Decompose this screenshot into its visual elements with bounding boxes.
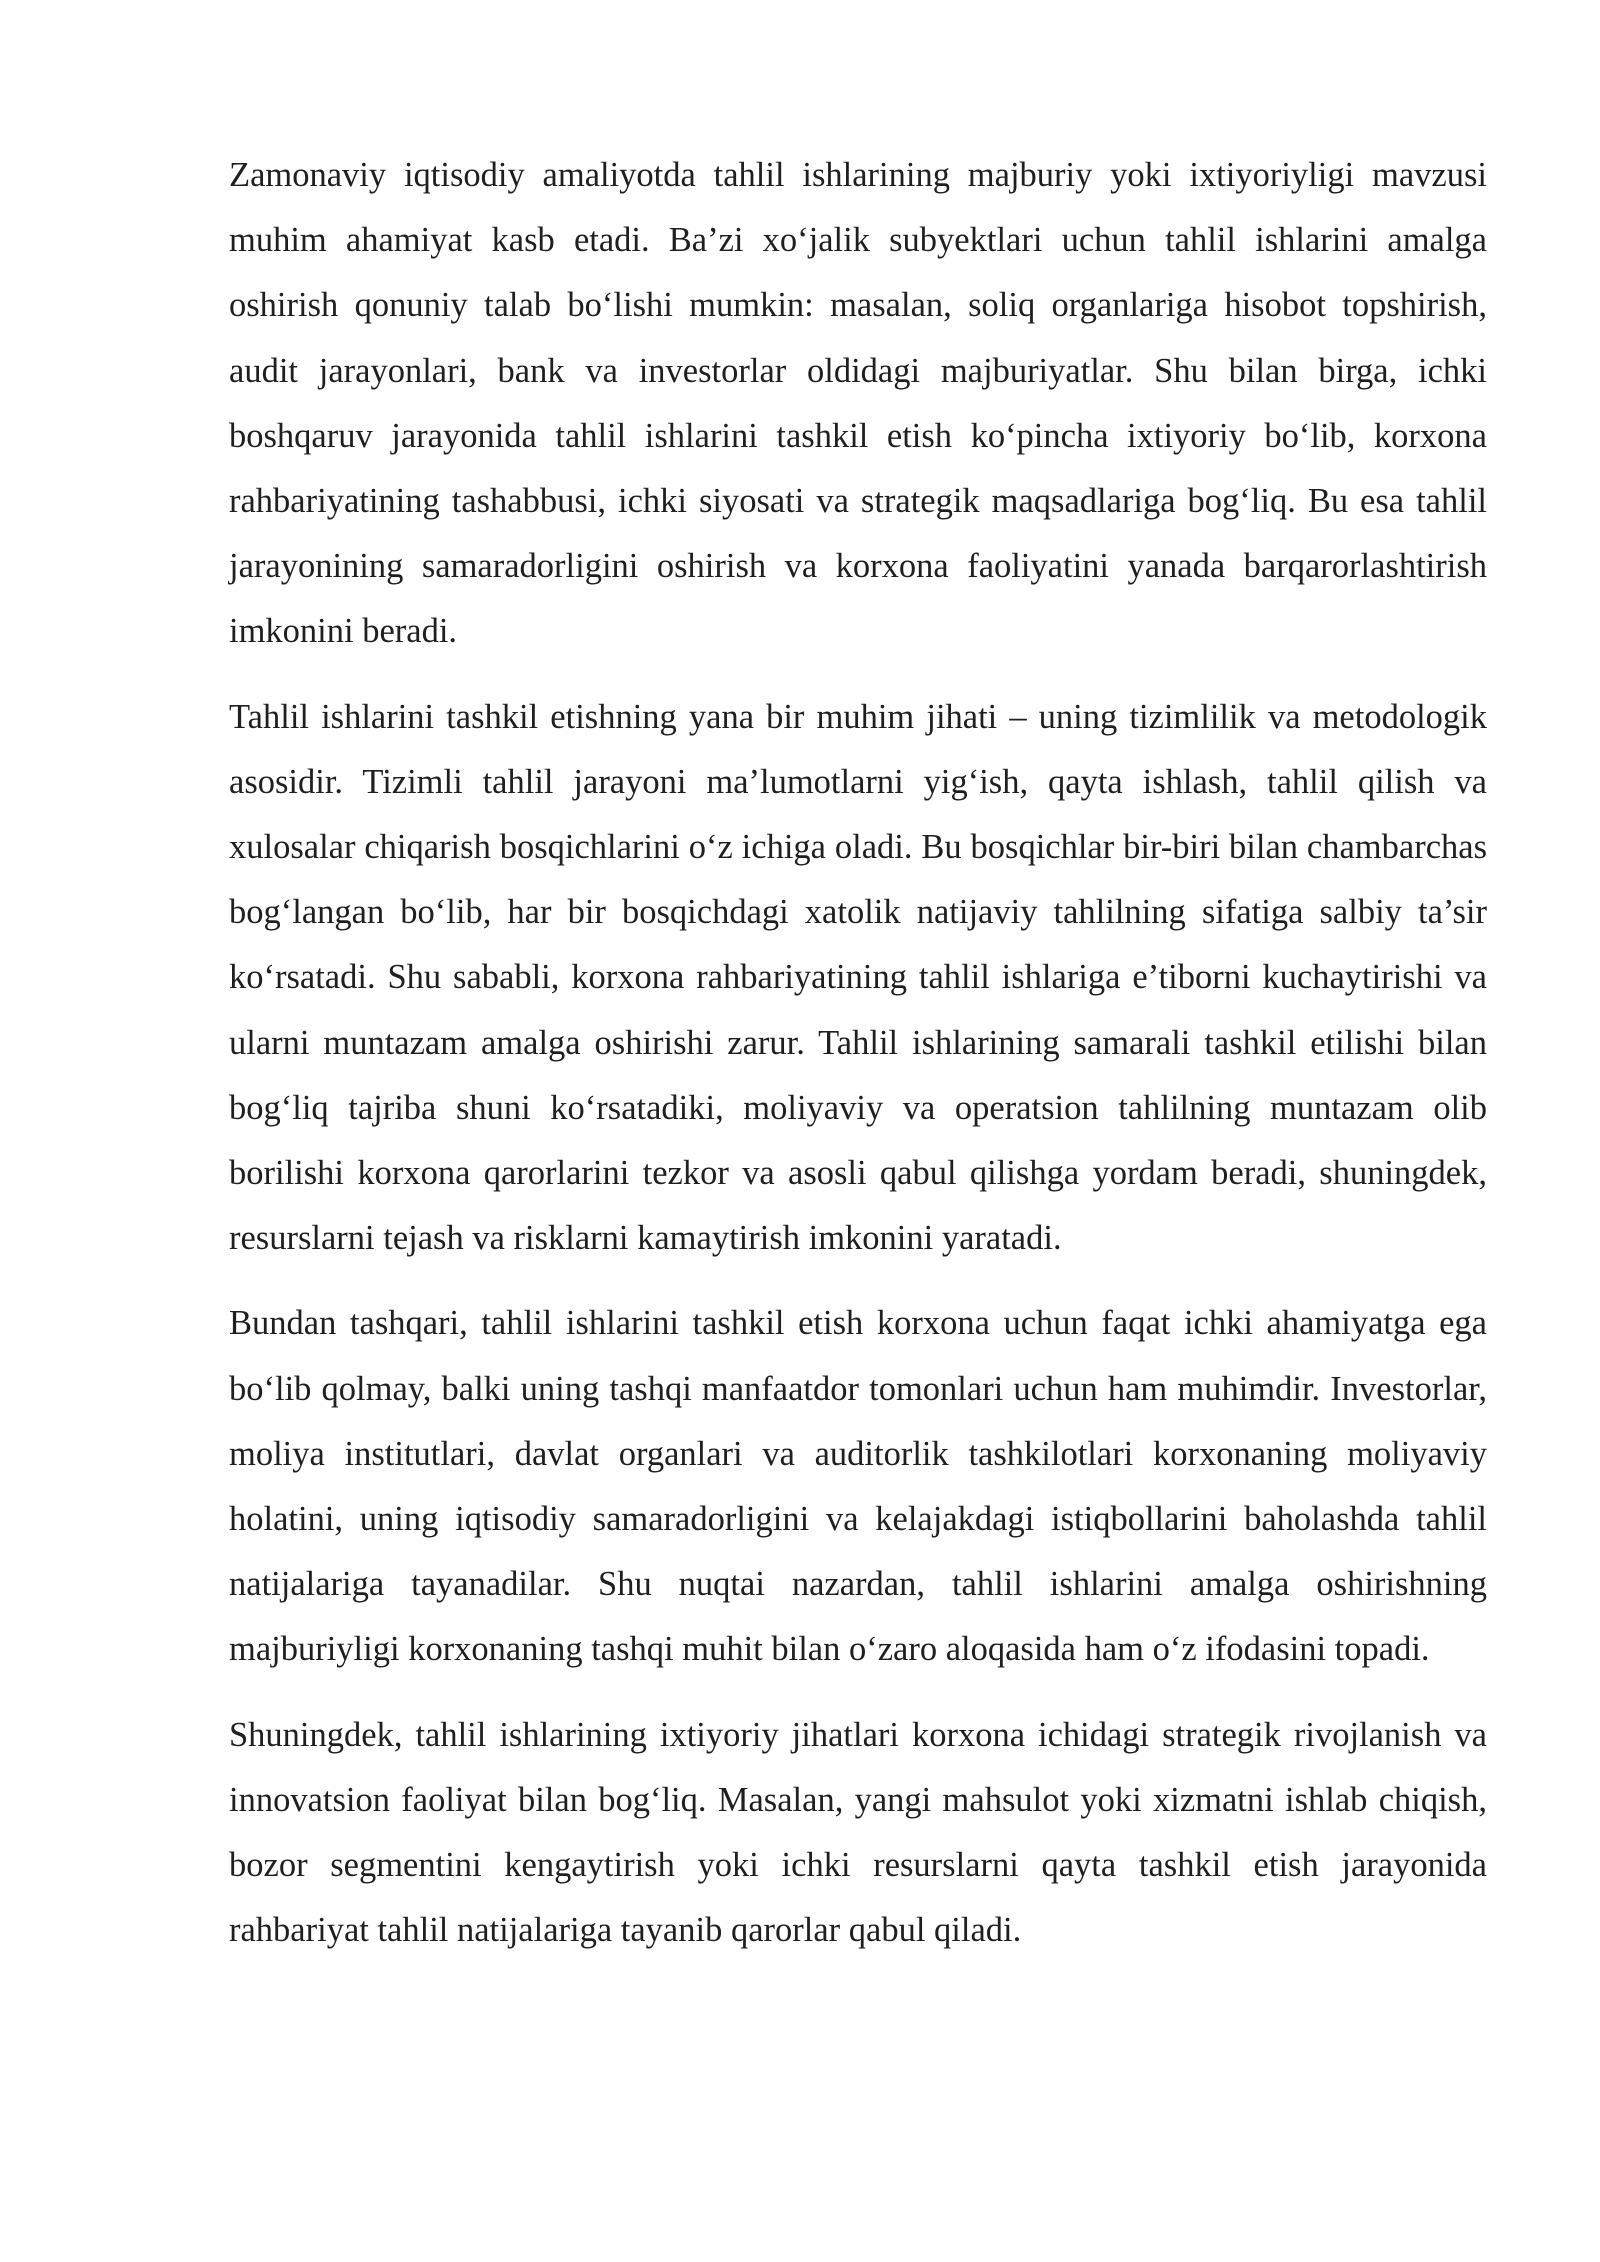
paragraph-3: Bundan tashqari, tahlil ishlarini tashkil etish korxona uchun faqat ichki ahamiyatga ega bo‘lib qolmay, balki uning tashqi manfaatdor tomonlari uchun ham muhimdir. Investorlar, moliya institutlari, davlat organlari va auditorlik tashkilotlari korxonaning moliyaviy holatini, uning iqtisodiy samaradorligini va kelajakdagi istiqbollarini baholashda tahlil natijalariga tayanadilar. Shu nuqtai nazardan, tahlil ishlarini amalga oshirishning majburiyligi korxonaning tashqi muhit bilan o‘zaro aloqasida ham o‘z ifodasini topadi. (229, 1304, 1487, 1669)
paragraph-4: Shuningdek, tahlil ishlarining ixtiyoriy jihatlari korxona ichidagi strategik rivojlanish va innovatsion faoliyat bilan bog‘liq. Masalan, yangi mahsulot yoki xizmatni ishlab chiqish, bozor segmentini kengaytirish yoki ichki resurslarni qayta tashkil etish jarayonida rahbariyat tahlil natijalariga tayanib qarorlar qabul qiladi. (229, 1715, 1487, 1950)
paragraph-1: Zamonaviy iqtisodiy amaliyotda tahlil ishlarining majburiy yoki ixtiyoriyligi mavzusi muhim ahamiyat kasb etadi. Ba’zi xo‘jalik subyektlari uchun tahlil ishlarini amalga oshirish qonuniy talab bo‘lishi mumkin: masalan, soliq organlariga hisobot topshirish, audit jarayonlari, bank va investorlar oldidagi majburiyatlar. Shu bilan birga, ichki boshqaruv jarayonida tahlil ishlarini tashkil etish ko‘pincha ixtiyoriy bo‘lib, korxona rahbariyatining tashabbusi, ichki siyosati va strategik maqsadlariga bog‘liq. Bu esa tahlil jarayonining samaradorligini oshirish va korxona faoliyatini yanada barqarorlashtirish imkonini beradi. (229, 156, 1487, 651)
paragraph-2: Tahlil ishlarini tashkil etishning yana bir muhim jihati – uning tizimlilik va metodologik asosidir. Tizimli tahlil jarayoni ma’lumotlarni yig‘ish, qayta ishlash, tahlil qilish va xulosalar chiqarish bosqichlarini o‘z ichiga oladi. Bu bosqichlar bir-biri bilan chambarchas bog‘langan bo‘lib, har bir bosqichdagi xatolik natijaviy tahlilning sifatiga salbiy ta’sir ko‘rsatadi. Shu sababli, korxona rahbariyatining tahlil ishlariga e’tiborni kuchaytirishi va ularni muntazam amalga oshirishi zarur. Tahlil ishlarining samarali tashkil etilishi bilan bog‘liq tajriba shuni ko‘rsatadiki, moliyaviy va operatsion tahlilning muntazam olib borilishi korxona qarorlarini tezkor va asosli qabul qilishga yordam beradi, shuningdek, resurslarni tejash va risklarni kamaytirish imkonini yaratadi. (229, 697, 1487, 1258)
document-body (229, 143, 1487, 1983)
